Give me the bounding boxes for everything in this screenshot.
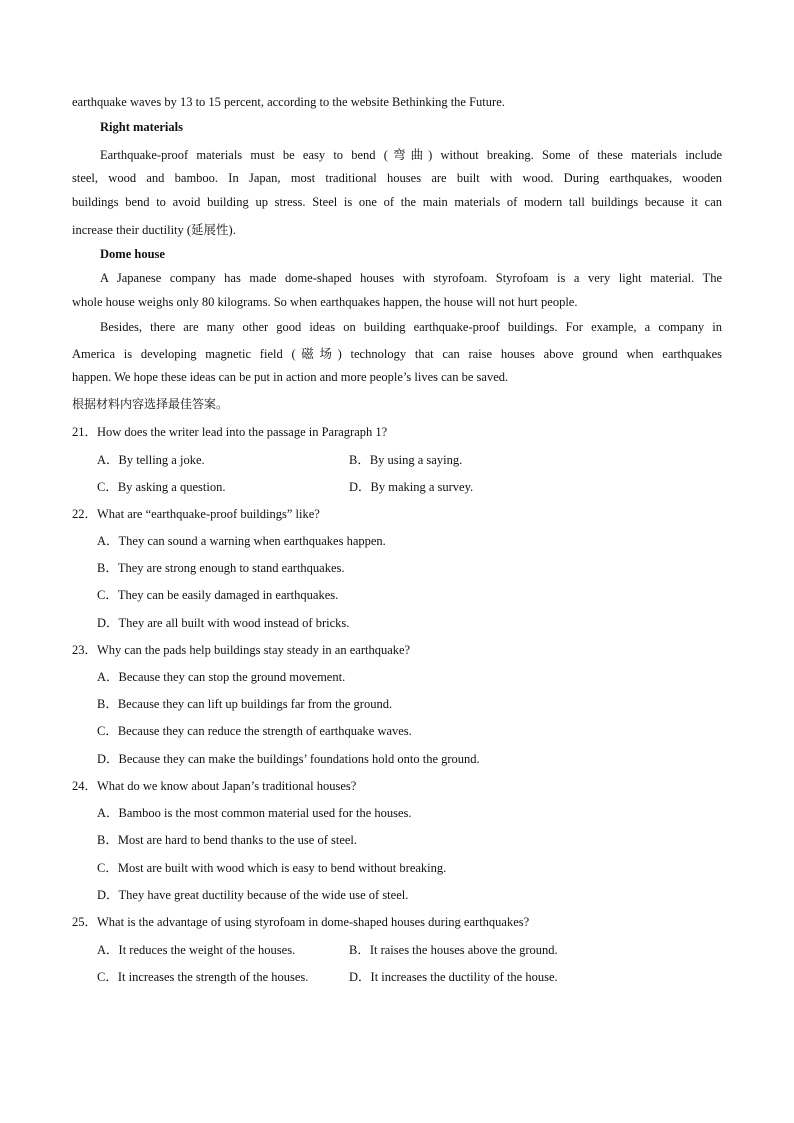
question-22-option-a[interactable]: A．They can sound a warning when earthquakes happen. — [97, 534, 386, 548]
question-21-option-d[interactable]: D．By making a survey. — [349, 480, 474, 494]
heading-right-materials: Right materials — [100, 120, 183, 134]
paragraph-materials-line: Earthquake-proof materials must be easy to bend (弯曲) without breaking. Some of these materials include — [100, 148, 722, 162]
question-25-option-b[interactable]: B．It raises the houses above the ground. — [349, 943, 558, 957]
paragraph-materials-line: buildings bend to avoid building up stress. Steel is one of the main materials of modern tall buildings because it can — [72, 195, 722, 209]
question-21-stem: 21．How does the writer lead into the passage in Paragraph 1? — [72, 425, 388, 439]
question-25-option-d[interactable]: D．It increases the ductility of the house. — [349, 970, 558, 984]
question-25-option-a[interactable]: A．It reduces the weight of the houses. — [97, 943, 296, 957]
question-23-option-d[interactable]: D．Because they can make the buildings’ foundations hold onto the ground. — [97, 752, 480, 766]
paragraph-dome-line: whole house weighs only 80 kilograms. So when earthquakes happen, the house will not hurt people. — [72, 295, 578, 309]
paragraph-besides-line: happen. We hope these ideas can be put in action and more people’s lives can be saved. — [72, 370, 509, 384]
question-21-option-b[interactable]: B．By using a saying. — [349, 453, 463, 467]
question-23-stem: 23．Why can the pads help buildings stay steady in an earthquake? — [72, 643, 411, 657]
paragraph-materials-line: steel, wood and bamboo. In Japan, most traditional houses are built with wood. During earthquakes, wooden — [72, 171, 722, 185]
question-21-option-a[interactable]: A．By telling a joke. — [97, 453, 205, 467]
question-23-option-a[interactable]: A．Because they can stop the ground movement. — [97, 670, 346, 684]
question-24-stem: 24．What do we know about Japan’s traditional houses? — [72, 779, 357, 793]
question-24-option-b[interactable]: B．Most are hard to bend thanks to the use of steel. — [97, 833, 358, 847]
question-22-option-d[interactable]: D．They are all built with wood instead of bricks. — [97, 616, 350, 630]
instruction-text: 根据材料内容选择最佳答案。 — [72, 397, 229, 411]
question-22-option-c[interactable]: C．They can be easily damaged in earthquakes. — [97, 588, 339, 602]
question-24-option-c[interactable]: C．Most are built with wood which is easy to bend without breaking. — [97, 861, 447, 875]
question-21-option-c[interactable]: C．By asking a question. — [97, 480, 226, 494]
question-22-option-b[interactable]: B．They are strong enough to stand earthquakes. — [97, 561, 345, 575]
question-23-option-b[interactable]: B．Because they can lift up buildings far from the ground. — [97, 697, 393, 711]
question-24-option-a[interactable]: A．Bamboo is the most common material used for the houses. — [97, 806, 412, 820]
question-23-option-c[interactable]: C．Because they can reduce the strength of earthquake waves. — [97, 724, 412, 738]
heading-dome-house: Dome house — [100, 247, 165, 261]
paragraph-besides-line: Besides, there are many other good ideas on building earthquake-proof buildings. For example, a company in — [100, 320, 722, 334]
question-25-stem: 25．What is the advantage of using styrofoam in dome-shaped houses during earthquakes? — [72, 915, 530, 929]
paragraph-dome-line: A Japanese company has made dome-shaped houses with styrofoam. Styrofoam is a very light material. The — [100, 271, 722, 285]
question-24-option-d[interactable]: D．They have great ductility because of the wide use of steel. — [97, 888, 409, 902]
paragraph-besides-line: America is developing magnetic field (磁场) technology that can raise houses above ground when earthquakes — [72, 347, 722, 361]
passage-line: earthquake waves by 13 to 15 percent, according to the website Bethinking the Future. — [72, 95, 505, 109]
paragraph-materials-line: increase their ductility (延展性). — [72, 223, 236, 237]
question-25-option-c[interactable]: C．It increases the strength of the houses. — [97, 970, 309, 984]
question-22-stem: 22．What are “earthquake-proof buildings” like? — [72, 507, 320, 521]
